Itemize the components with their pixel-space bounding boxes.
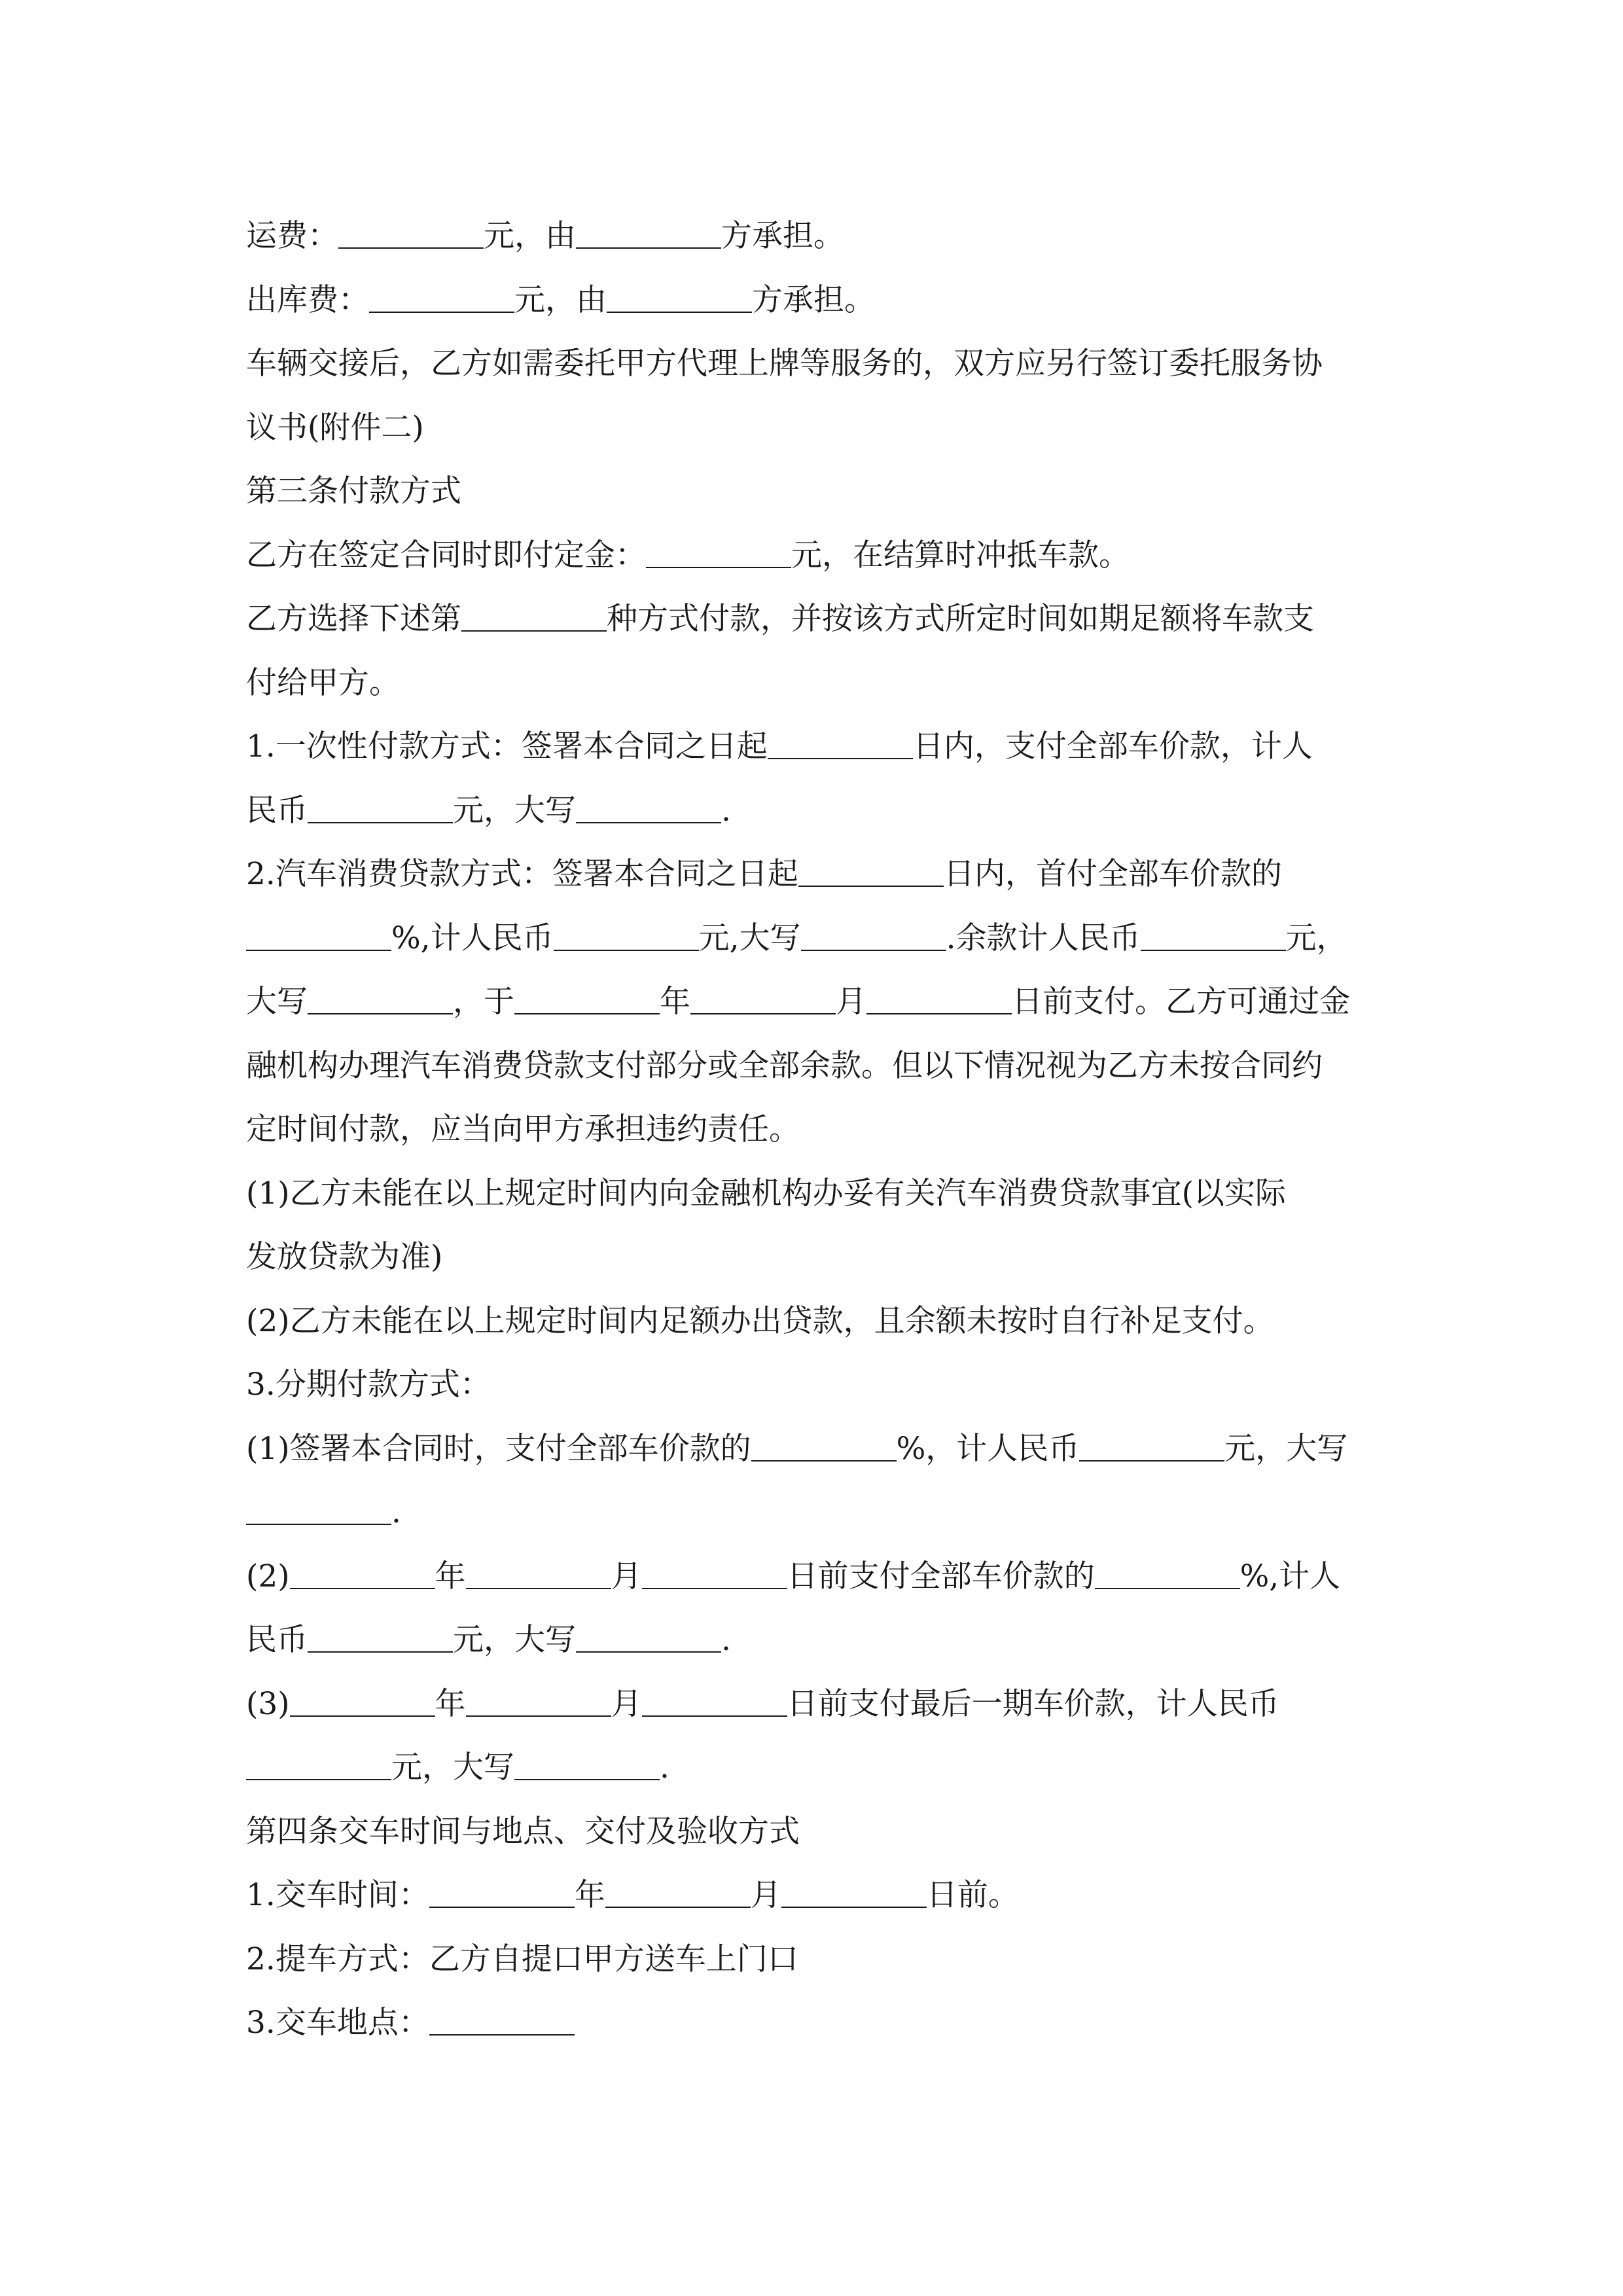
fill-in-blank[interactable]: [290, 1557, 435, 1589]
fill-in-blank[interactable]: [642, 1685, 787, 1717]
text-segment: 民币: [246, 1622, 308, 1658]
text-line: [246, 970, 1378, 1034]
contract-body: [246, 204, 1378, 2055]
fill-in-blank[interactable]: [466, 1685, 611, 1717]
fill-in-blank[interactable]: [1141, 919, 1286, 951]
fill-in-blank[interactable]: [429, 2003, 575, 2036]
text-segment: 年: [435, 1558, 466, 1594]
fill-in-blank[interactable]: [576, 791, 721, 823]
fill-in-blank[interactable]: [466, 1557, 611, 1589]
text-segment: 日前支付全部车价款的: [787, 1558, 1095, 1594]
text-segment: 日内，首付全部车价款的: [943, 856, 1282, 892]
text-segment: 付给甲方。: [246, 664, 400, 701]
text-line: [246, 1480, 1378, 1545]
text-segment: 民币: [246, 792, 308, 829]
fill-in-blank[interactable]: [1095, 1557, 1240, 1589]
text-segment: 年: [435, 1685, 466, 1722]
text-line: [246, 524, 1378, 588]
text-segment: 元，大写: [391, 1749, 514, 1785]
text-segment: (2)乙方未能在以上规定时间内足额办出贷款，且余额未按时自行补足支付。: [246, 1302, 1274, 1339]
text-segment: 方承担。: [721, 218, 844, 254]
text-segment: 定时间付款，应当向甲方承担违约责任。: [246, 1111, 800, 1147]
text-segment: 元,大写: [698, 920, 801, 956]
text-line: [246, 906, 1378, 971]
text-segment: 乙方在签定合同时即付定金：: [246, 537, 646, 573]
fill-in-blank[interactable]: [290, 1685, 435, 1717]
text-segment: .: [660, 1749, 669, 1785]
text-line: [246, 1417, 1378, 1481]
fill-in-blank[interactable]: [308, 791, 453, 823]
text-line: [246, 1162, 1378, 1226]
fill-in-blank[interactable]: [646, 536, 791, 568]
text-segment: 日前。: [926, 1877, 1019, 1913]
text-line: [246, 587, 1378, 651]
text-segment: (1)签署本合同时，支付全部车价款的: [246, 1430, 751, 1467]
text-segment: 发放贷款为准): [246, 1239, 443, 1275]
text-segment: 乙方选择下述第: [246, 601, 461, 637]
text-segment: 元，大写: [453, 1622, 576, 1658]
text-segment: 方承担。: [752, 281, 875, 318]
text-segment: (1)乙方未能在以上规定时间内向金融机构办妥有关汽车消费贷款事宜(以实际: [246, 1175, 1286, 1211]
fill-in-blank[interactable]: [246, 1748, 391, 1780]
text-segment: 议书(附件二): [246, 409, 424, 446]
text-segment: (3): [246, 1685, 290, 1722]
fill-in-blank[interactable]: [576, 217, 721, 249]
text-line: [246, 268, 1378, 332]
fill-in-blank[interactable]: [798, 855, 944, 887]
fill-in-blank[interactable]: [768, 727, 913, 759]
text-line: [246, 204, 1378, 268]
text-segment: 月: [611, 1685, 642, 1722]
text-line: [246, 1991, 1378, 2055]
fill-in-blank[interactable]: [554, 919, 699, 951]
text-line: [246, 1736, 1378, 1800]
text-line: [246, 715, 1378, 779]
text-segment: %,计人: [1240, 1558, 1341, 1594]
text-line: [246, 1098, 1378, 1162]
text-segment: 3.交车地点：: [246, 2005, 429, 2041]
text-segment: 日前支付。乙方可通过金: [1012, 984, 1350, 1020]
text-segment: 运费：: [246, 218, 338, 254]
text-line: [246, 332, 1378, 396]
text-segment: 年: [574, 1877, 605, 1913]
fill-in-blank[interactable]: [801, 919, 946, 951]
text-line: [246, 651, 1378, 715]
text-segment: 月: [750, 1877, 781, 1913]
text-line: [246, 842, 1378, 906]
fill-in-blank[interactable]: [605, 1876, 751, 1908]
text-segment: 日内，支付全部车价款，计人: [912, 728, 1313, 764]
text-segment: 月: [836, 984, 866, 1020]
text-line: [246, 1608, 1378, 1672]
text-segment: .余款计人民币: [946, 920, 1141, 956]
text-segment: 大写: [246, 984, 308, 1020]
text-line: [246, 1928, 1378, 1992]
text-line: [246, 1353, 1378, 1417]
fill-in-blank[interactable]: [308, 982, 453, 1014]
fill-in-blank[interactable]: [607, 281, 752, 313]
fill-in-blank[interactable]: [461, 600, 607, 632]
fill-in-blank[interactable]: [690, 982, 836, 1014]
fill-in-blank[interactable]: [866, 982, 1012, 1014]
text-segment: 月: [611, 1558, 642, 1594]
text-segment: 第四条交车时间与地点、交付及验收方式: [246, 1813, 800, 1850]
text-segment: 元，在结算时冲抵车款。: [791, 537, 1130, 573]
text-line: [246, 1034, 1378, 1098]
text-line: [246, 459, 1378, 524]
text-line: [246, 1800, 1378, 1864]
text-segment: 元，由: [484, 218, 576, 254]
text-segment: .: [721, 1622, 731, 1658]
text-line: [246, 1672, 1378, 1736]
text-segment: .: [391, 1494, 401, 1530]
text-segment: %，计人民币: [896, 1430, 1080, 1467]
text-segment: 元，: [1285, 920, 1347, 956]
fill-in-blank[interactable]: [1079, 1429, 1224, 1462]
text-segment: %,计人民币: [391, 920, 554, 956]
text-segment: 元，大写: [453, 792, 576, 829]
text-segment: 融机构办理汽车消费贷款支付部分或全部余款。但以下情况视为乙方未按合同约: [246, 1047, 1323, 1084]
text-segment: 车辆交接后，乙方如需委托甲方代理上牌等服务的，双方应另行签订委托服务协: [246, 346, 1323, 382]
text-segment: 日前支付最后一期车价款，计人民币: [787, 1685, 1279, 1722]
fill-in-blank[interactable]: [576, 1621, 721, 1653]
text-line: [246, 1225, 1378, 1289]
fill-in-blank[interactable]: [308, 1621, 453, 1653]
text-line: [246, 1289, 1378, 1354]
fill-in-blank[interactable]: [751, 1429, 897, 1462]
fill-in-blank[interactable]: [514, 1748, 660, 1780]
fill-in-blank[interactable]: [338, 217, 484, 249]
fill-in-blank[interactable]: [246, 919, 391, 951]
text-segment: 年: [660, 984, 690, 1020]
text-segment: 3.分期付款方式：: [246, 1367, 491, 1403]
text-line: [246, 1863, 1378, 1928]
text-segment: 元，大写: [1224, 1430, 1348, 1467]
fill-in-blank[interactable]: [429, 1876, 575, 1908]
fill-in-blank[interactable]: [781, 1876, 927, 1908]
text-line: [246, 1545, 1378, 1609]
fill-in-blank[interactable]: [514, 982, 660, 1014]
fill-in-blank[interactable]: [642, 1557, 787, 1589]
text-segment: 元，由: [514, 281, 607, 318]
text-segment: 种方式付款，并按该方式所定时间如期足额将车款支: [607, 601, 1314, 637]
text-segment: 2.汽车消费贷款方式：签署本合同之日起: [246, 856, 798, 892]
text-segment: (2): [246, 1558, 290, 1594]
text-line: [246, 396, 1378, 460]
fill-in-blank[interactable]: [246, 1493, 391, 1525]
text-segment: 1.交车时间：: [246, 1877, 429, 1913]
text-segment: 1.一次性付款方式：签署本合同之日起: [246, 728, 768, 764]
text-line: [246, 779, 1378, 843]
text-segment: 出库费：: [246, 281, 369, 318]
text-segment: ，于: [453, 984, 514, 1020]
fill-in-blank[interactable]: [369, 281, 514, 313]
text-segment: 第三条付款方式: [246, 473, 461, 509]
text-segment: .: [721, 792, 731, 829]
text-segment: 2.提车方式：乙方自提口甲方送车上门口: [246, 1941, 798, 1977]
